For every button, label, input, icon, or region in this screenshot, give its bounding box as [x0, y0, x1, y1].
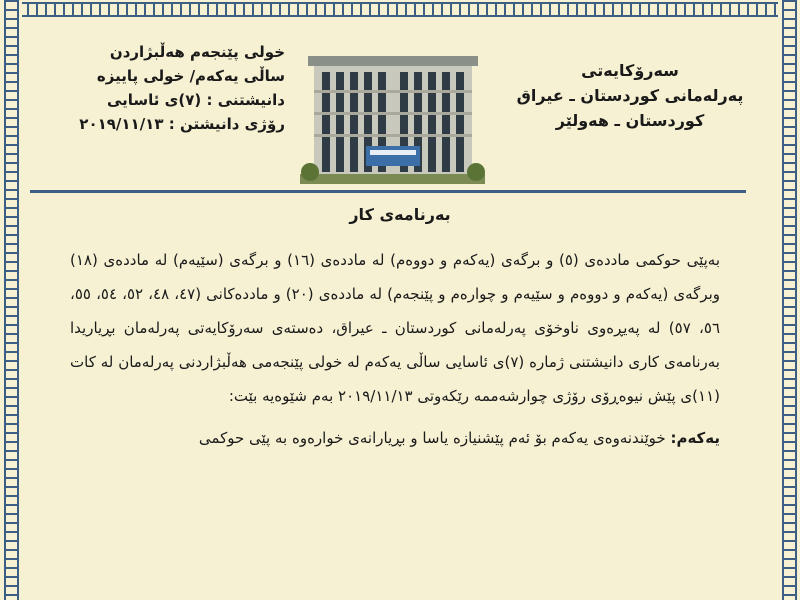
- agenda-item-1-lead: یەكەم:: [670, 429, 720, 447]
- decorative-border-top: [0, 0, 800, 18]
- agenda-item-1: [70, 421, 720, 455]
- header-divider: [30, 190, 746, 193]
- letterhead-session-info: [45, 40, 285, 136]
- session-number: دانیشتنی : (٧)ی ئاسایی: [106, 91, 285, 109]
- document-title: بەرنامەی كار: [349, 205, 451, 224]
- agenda-paragraph: بەپێی حوكمی ماددەی (٥) و برگەی (یەكەم و دووەم) لە ماددەی (١٦) و برگەی (سێیەم) لە ماددەی (١٨) وبرگەی (یەكەم و دووەم و سێیەم و چوارەم و پێنجەم) لە ماددەی (٢٠) و ماددەكانی (٤٧، ٤٨، ٥٢، ٥٤، ٥٥، ٥٦، ٥٧) لە پەیڕەوی ناوخۆی پەرلەمانی كوردستان ـ عیراق، دەستەی سەرۆكایەتی پەرلەمان بڕیاریدا بەرنامەی كاری دانیشتنی ژمارە (٧)ی ئاسایی ساڵی یەكەم لە خولی پێنجەمی هەڵبژاردنی پەرلەمان لە كات (١١)ی پێش نیوەڕۆی رۆژی چوارشەممە رێكەوتی ٢٠١٩/١١/١٣ بەم شێوەیە بێت:: [70, 251, 721, 405]
- institution-line-2: پەرلەمانی كوردستان ـ عیراق: [516, 86, 744, 105]
- parliament-building-image: [300, 50, 485, 190]
- agenda-item-1-text: خوێندنەوەی یەكەم بۆ ئەم پێشنیازە یاسا و بڕیارانەی خوارەوە بە پێی حوكمی: [198, 429, 666, 447]
- session-year: ساڵی یەكەم/ خولی پاییزە: [96, 67, 285, 85]
- agenda-body: [70, 243, 720, 455]
- decorative-border-left: [0, 0, 22, 600]
- institution-line-3: كوردستان ـ هەولێر: [555, 111, 705, 130]
- session-term: خولی پێنجەم هەڵبژاردن: [109, 43, 285, 61]
- institution-line-1: سەرۆكایەتی: [581, 61, 679, 80]
- session-date: رۆژی دانیشتن : ٢٠١٩/١١/١٣: [79, 115, 285, 133]
- decorative-border-right: [778, 0, 800, 600]
- letterhead-institution: [515, 58, 745, 133]
